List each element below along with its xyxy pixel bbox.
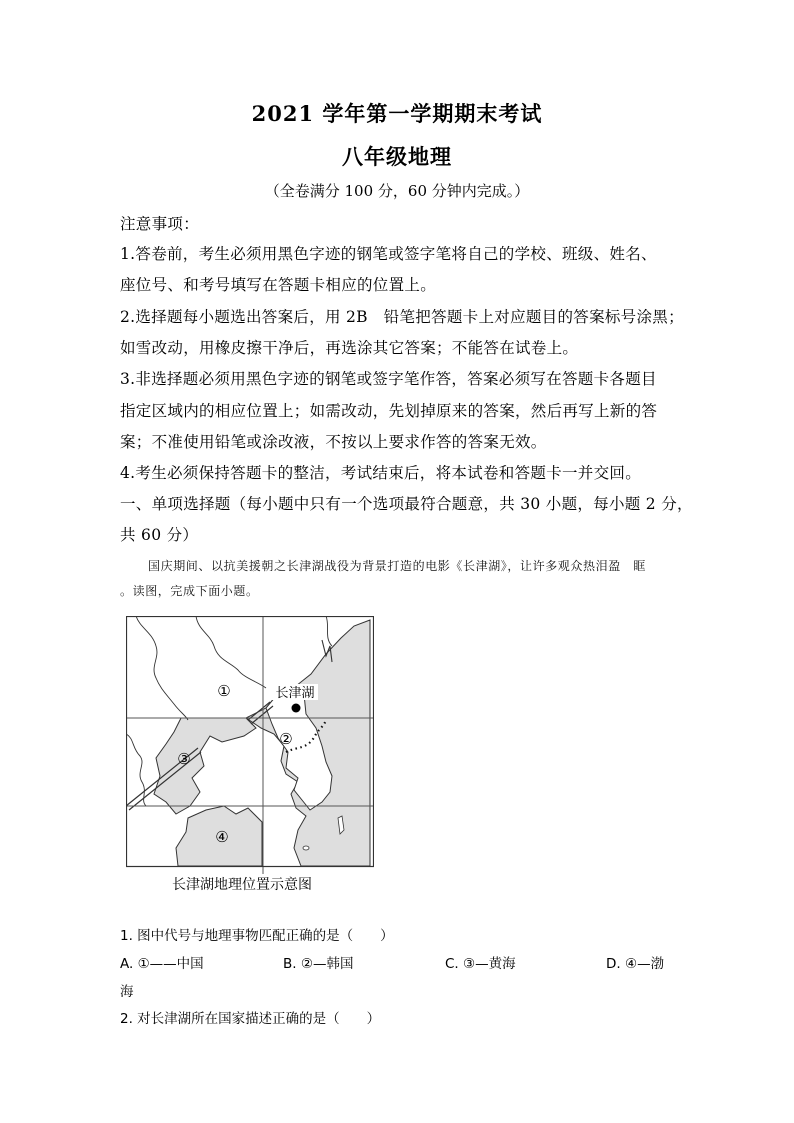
marker-2: ② <box>279 730 293 748</box>
question-1-option-d-wrap: 海 <box>120 984 134 1000</box>
instruction-line: 3.非选择题必须用黑色字迹的钢笔或签字笔作答，答案必须写在答题卡各题目 <box>120 370 657 388</box>
passage-text-cont: 。读图，完成下面小题。 <box>120 584 259 598</box>
marker-1: ① <box>217 682 231 700</box>
question-1-option-a[interactable]: A. ①——中国 <box>120 956 204 972</box>
marker-3: ③ <box>177 750 191 768</box>
lake-point-marker <box>292 704 301 713</box>
lake-label: 长津湖 <box>275 686 315 701</box>
changjin-lake-map <box>126 616 374 874</box>
instruction-line: 如雪改动，用橡皮擦干净后，再选涂其它答案；不能答在试卷上。 <box>120 339 579 357</box>
question-1-stem: 1. 图中代号与地理事物匹配正确的是（ ） <box>120 928 394 944</box>
instruction-line: 指定区域内的相应位置上；如需改动，先划掉原来的答案，然后再写上新的答 <box>120 402 658 420</box>
question-1-option-b[interactable]: B. ②—韩国 <box>283 956 354 972</box>
instructions-heading: 注意事项： <box>120 215 200 233</box>
exam-title: 2021 学年第一学期期末考试 <box>251 101 543 126</box>
instruction-line: 1.答卷前，考生必须用黑色字迹的钢笔或签字笔将自己的学校、班级、姓名、 <box>120 245 657 263</box>
section-heading: 一、单项选择题（每小题中只有一个选项最符合题意，共 30 小题，每小题 2 分， <box>120 495 693 513</box>
instruction-line: 案；不准使用铅笔或涂改液，不按以上要求作答的答案无效。 <box>120 433 547 451</box>
question-1-option-d[interactable]: D. ④—渤 <box>606 956 665 972</box>
map-island <box>303 846 309 850</box>
subject-title: 八年级地理 <box>342 144 452 169</box>
passage-text: 国庆期间、以抗美援朝之长津湖战役为背景打造的电影《长津湖》，让许多观众热泪盈 眶 <box>148 559 647 573</box>
section-heading-cont: 共 60 分） <box>120 526 199 544</box>
question-2-stem: 2. 对长津湖所在国家描述正确的是（ ） <box>120 1011 381 1027</box>
map-caption: 长津湖地理位置示意图 <box>172 877 312 893</box>
question-1-option-c[interactable]: C. ③—黄海 <box>445 956 516 972</box>
score-note: （全卷满分 100 分，60 分钟内完成。） <box>264 182 530 200</box>
instruction-line: 座位号、和考号填写在答题卡相应的位置上。 <box>120 276 437 294</box>
marker-4: ④ <box>215 828 229 846</box>
instruction-line: 2.选择题每小题选出答案后，用 2B 铅笔把答题卡上对应题目的答案标号涂黑； <box>120 308 684 326</box>
instruction-line: 4.考生必须保持答题卡的整洁，考试结束后，将本试卷和答题卡一并交回。 <box>120 464 641 482</box>
